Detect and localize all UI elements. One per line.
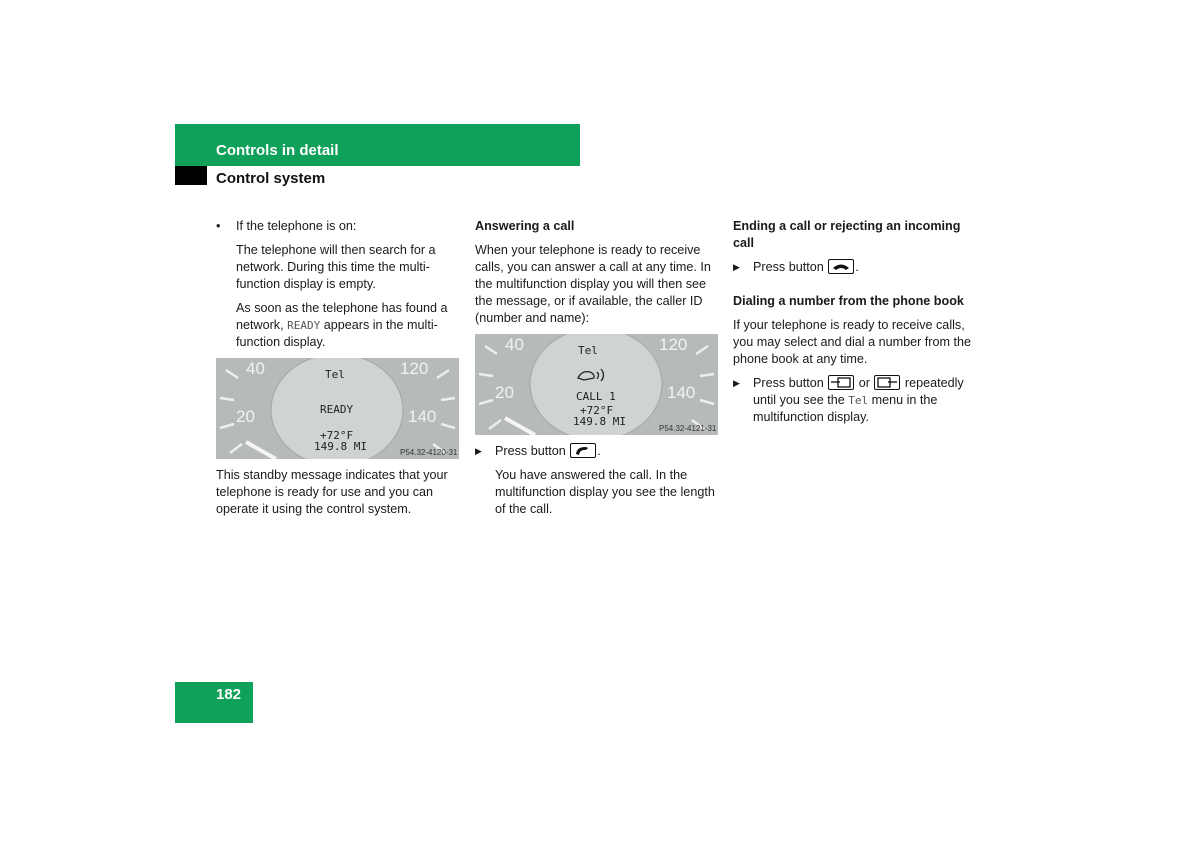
display-prev-icon — [828, 375, 854, 390]
lcd-line: Tel — [325, 368, 345, 381]
paragraph: If your telephone is ready to receive calls, you may select and dial a number from the phone book at any time. — [733, 318, 972, 366]
gauge-label: 140 — [408, 407, 437, 426]
step-marker: ▶ — [733, 378, 740, 388]
gauge-label: 40 — [505, 335, 524, 354]
text-span: Press button — [495, 444, 570, 458]
lcd-line: 149.8 MI — [573, 415, 626, 428]
column-2 — [475, 218, 720, 525]
lcd-line: +72°F — [320, 429, 354, 442]
display-next-icon — [874, 375, 900, 390]
figure-code: P54.32-4120-31 — [400, 448, 458, 457]
instrument-cluster-figure — [475, 334, 718, 435]
bullet-mark: • — [216, 219, 221, 233]
gauge-label: 140 — [667, 383, 696, 402]
instrument-cluster-figure — [216, 358, 459, 459]
page-number-box — [175, 682, 253, 723]
display-text-tel: Tel — [848, 394, 869, 407]
text-span: or — [855, 376, 874, 390]
section-title: Controls in detail — [216, 142, 339, 159]
column-3 — [733, 218, 978, 433]
step-item — [733, 375, 978, 426]
step-item — [733, 259, 978, 276]
text-span: Press button — [753, 260, 828, 274]
gauge-label: 20 — [495, 383, 514, 402]
phone-answer-icon — [570, 443, 596, 458]
text-span: menu in the multifunction display. — [753, 393, 938, 424]
gauge-label: 120 — [400, 359, 429, 378]
section-tab-marker — [175, 166, 207, 185]
lcd-line: +72°F — [580, 404, 614, 417]
paragraph: You have answered the call. In the multifunction display you see the length of the call. — [495, 468, 715, 516]
bullet-text: If the telephone is on: — [236, 219, 357, 233]
text-span: As soon as the telephone has found a network, — [236, 301, 448, 332]
paragraph — [216, 300, 461, 351]
heading-phone-book: Dialing a number from the phone book — [733, 294, 964, 308]
column-1 — [216, 218, 461, 525]
lcd-line: READY — [320, 403, 354, 416]
step-marker: ▶ — [733, 262, 740, 272]
lcd-line: Tel — [578, 344, 598, 357]
bullet-item — [216, 218, 461, 235]
heading-answering: Answering a call — [475, 219, 575, 233]
display-text-ready: READY — [287, 319, 321, 332]
text-span: appears in the multi-function display. — [236, 318, 438, 349]
text-span: . — [855, 260, 859, 274]
text-span: Press button — [753, 376, 828, 390]
page-number: 182 — [216, 686, 242, 703]
text-span: repeatedly until you see the — [753, 376, 964, 407]
step-marker: ▶ — [475, 446, 482, 456]
paragraph: This standby message indicates that your telephone is ready for use and you can operate it using the control system. — [216, 468, 448, 516]
paragraph: When your telephone is ready to receive calls, you can answer a call at any time. In the multifunction display you will then see the message, or if available, the caller ID (number and name): — [475, 243, 711, 325]
text-span: . — [597, 444, 601, 458]
gauge-label: 120 — [659, 335, 688, 354]
heading-ending-call: Ending a call or rejecting an incoming call — [733, 219, 961, 250]
gauge-label: 20 — [236, 407, 255, 426]
paragraph: The telephone will then search for a network. During this time the multi-function display is empty. — [236, 243, 436, 291]
figure-code: P54.32-4121-31 — [659, 424, 717, 433]
subsection-title: Control system — [216, 170, 326, 187]
phone-hangup-icon — [828, 259, 854, 274]
lcd-line: CALL 1 — [576, 390, 616, 403]
lcd-line: 149.8 MI — [314, 440, 367, 453]
step-item — [475, 443, 720, 460]
gauge-label: 40 — [246, 359, 265, 378]
